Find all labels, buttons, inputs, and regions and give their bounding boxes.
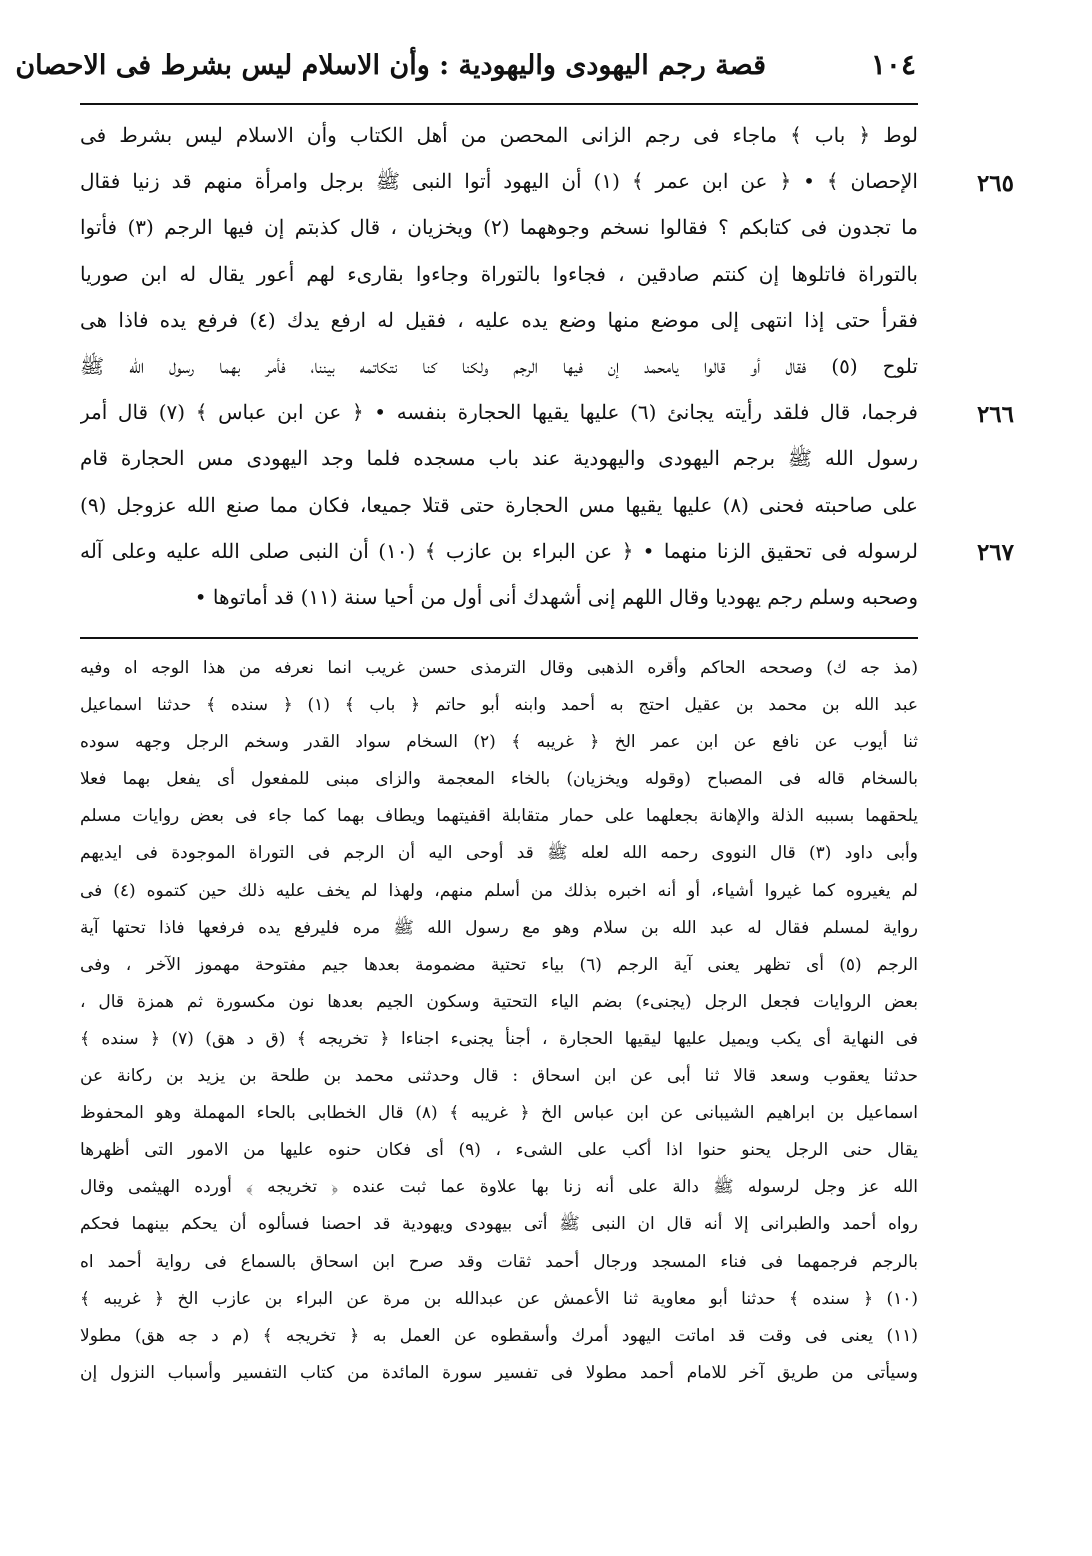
footnote-line: وسيأتى من طريق آخر للامام أحمد مطولا فى تفسير سورة المائدة من كتاب التفسير وأسباب النزول إن xyxy=(80,1362,918,1383)
header-divider xyxy=(80,103,918,105)
hadith-number: ٢٦٦ xyxy=(976,401,1014,428)
footnote-line: (١٠) ﴿ سنده ﴾ حدثنا أبو معاوية ثنا الأعمش عن عبدالله بن مرة عن البراء بن عازب الخ ﴿ غريبه ﴾ xyxy=(80,1288,918,1309)
main-text-line: فقرأ حتى إذا انتهى إلى موضع منها وضع يده عليه ، فقيل له ارفع يدك (٤) فرفع يده فاذا هى xyxy=(80,307,918,332)
main-text-line: لوط ﴿ باب ﴾ ماجاء فى رجم الزانى المحصن من أهل الكتاب وأن الاسلام ليس بشرط فى xyxy=(80,123,918,147)
footnote-line: بالرجم فرجمهما فى فناء المسجد ورجال أحمد ثقات وقد صرح ابن اسحاق بالسماع فى رواية أحمد اه xyxy=(80,1251,918,1272)
main-text-line: فرجما، قال فلقد رأيته يجانئ (٦) عليها يقيها الحجارة بنفسه • ﴿ عن ابن عباس ﴾ (٧) قال أمر xyxy=(80,400,918,425)
main-text-line: ما تجدون فى كتابكم ؟ فقالوا نسخم وجوههما (٢) ويخزيان ، قال كذبتم إن فيها الرجم (٣) فأتوا xyxy=(80,215,918,240)
footnote-line: رواية لمسلم فقال له عبد الله بن سلام وهو مع رسول الله ﷺ مره فليرفع يده فرفعها فاذا تحتها آية xyxy=(80,917,918,938)
main-text-line: الإحصان ﴾ • ﴿ عن ابن عمر ﴾ (١) أن اليهود أتوا النبى ﷺ برجل وامرأة منهم قد زنيا فقال xyxy=(80,169,918,194)
main-text-line: تلوح (٥) فقال أو قالوا يامحمد إن فيها الرجم ولكنا كنا نتكاتمه بيننا، فأمر بهما رسول الله ﷺ xyxy=(80,353,918,378)
footnote-line: عبد الله بن محمد بن عقيل احتج به أحمد وابنه أبو حاتم ﴿ باب ﴾ (١) ﴿ سنده ﴾ حدثنا اسماعيل xyxy=(80,695,918,716)
footnote-line: الله عز وجل لرسوله ﷺ دالة على أنه زنا بها علاوة عما ثبت عنده ﴿ تخريجه ﴾ أورده الهيثمى وقال xyxy=(80,1177,918,1198)
main-text-line: لرسوله فى تحقيق الزنا منهما • ﴿ عن البراء بن عازب ﴾ (١٠) أن النبى صلى الله عليه وعلى آله xyxy=(80,538,918,563)
main-text-line: وصحبه وسلم رجم يهوديا وقال اللهم إنى أشهدك أنى أول من أحيا سنة (١١) قد أماتوها • xyxy=(194,584,918,609)
footnote-line: (مذ جه ك) وصححه الحاكم وأقره الذهبى وقال الترمذى حسن غريب انما نعرفه من هذا الوجه اه وفيه xyxy=(80,658,918,678)
footnote-line: حدثنا يعقوب وسعد قالا ثنا أبى عن ابن اسحاق : قال وحدثنى محمد بن طلحة بن يزيد بن ركانة عن xyxy=(80,1066,918,1087)
main-text-body xyxy=(80,112,918,620)
footnote-line: بالسخام قاله فى المصباح (وقوله ويخزيان) بالخاء المعجمة والزاى مبنى للمفعول أى يفعل بهما فعلا xyxy=(80,769,918,790)
footnote-line: لم يغيروه كما غيروا أشياء، أو أنه اخبره بذلك من أسلم منهم، ولهذا لم يخف عليه ذلك حين كتموه (٤) فى xyxy=(80,880,918,901)
footnote-line: يلحقهما بسببه الذلة والإهانة بجعلهما على حمار متقابلة اقفيتهما ويطاف بهما كما جاء فى بعض روايات مسلم xyxy=(80,806,918,827)
footnote-line: اسماعيل بن ابراهيم الشيبانى عن ابن عباس الخ ﴿ غريبه ﴾ (٨) قال الخطابى بالحاء المهملة وهو المحفوظ xyxy=(80,1103,918,1124)
footnotes-body xyxy=(80,650,918,1392)
footnote-line: رواه أحمد والطبرانى إلا أنه قال ان النبى ﷺ أتى بيهودى ويهودية قد احصنا فسألوه أن يحكم بينهما فحكم xyxy=(80,1214,918,1235)
running-title: قصة رجم اليهودى واليهودية : وأن الاسلام ليس بشرط فى الاحصان xyxy=(15,50,766,81)
page-number: ١٠٤ xyxy=(870,48,916,81)
footnote-line: فى النهاية أى يكب ويميل عليها ليقيها الحجارة ، أجنأ يجنىء اجناءا ﴿ تخريجه ﴾ (ق د هق) (٧) ﴿ سنده ﴾ xyxy=(80,1028,918,1049)
hadith-number: ٢٦٧ xyxy=(976,539,1014,566)
footnote-line: وأبى داود (٣) قال النووى رحمه الله لعله ﷺ قد أوحى اليه أن الرجم فى التوراة الموجودة فى ايديهم xyxy=(80,843,918,864)
main-text-line: رسول الله ﷺ برجم اليهودى واليهودية عند باب مسجده فلما وجد اليهودى مس الحجارة قام xyxy=(80,446,918,471)
main-text-line: على صاحبته فحنى (٨) عليها يقيها مس الحجارة حتى قتلا جميعا، فكان مما صنع الله عزوجل (٩) xyxy=(80,492,918,517)
footnote-line: (١١) يعنى فى وقت قد اماتت اليهود أمرك وأسقطوه عن العمل به ﴿ تخريجه ﴾ (م د جه هق) مطولا xyxy=(80,1325,918,1346)
hadith-number: ٢٦٥ xyxy=(976,170,1014,197)
page-header xyxy=(15,40,916,98)
footnote-divider xyxy=(80,637,918,639)
footnote-line: ثنا أيوب عن نافع عن ابن عمر الخ ﴿ غريبه ﴾ (٢) السخام سواد القدر وسخم الرجل وجهه سوده xyxy=(80,732,918,753)
main-text-line: بالتوراة فاتلوها إن كنتم صادقين ، فجاءوا بالتوراة وجاءوا بقارىء لهم أعور يقال له ابن صوريا xyxy=(80,261,918,286)
footnote-line: يقال حنى الرجل يحنو حنوا اذا أكب على الشىء ، (٩) أى فكان حنوه عليها من الامور التى أظهرها xyxy=(80,1140,918,1161)
footnote-line: بعض الروايات فجعل الرجل (يجنىء) بضم الياء التحتية وسكون الجيم بعدها نون مكسورة ثم همزة قال ، xyxy=(80,991,918,1012)
footnote-line: الرجم (٥) أى تظهر يعنى آية الرجم (٦) بياء تحتية مضمومة بعدها جيم مفتوحة مهموز الآخر ، وفى xyxy=(80,954,918,975)
